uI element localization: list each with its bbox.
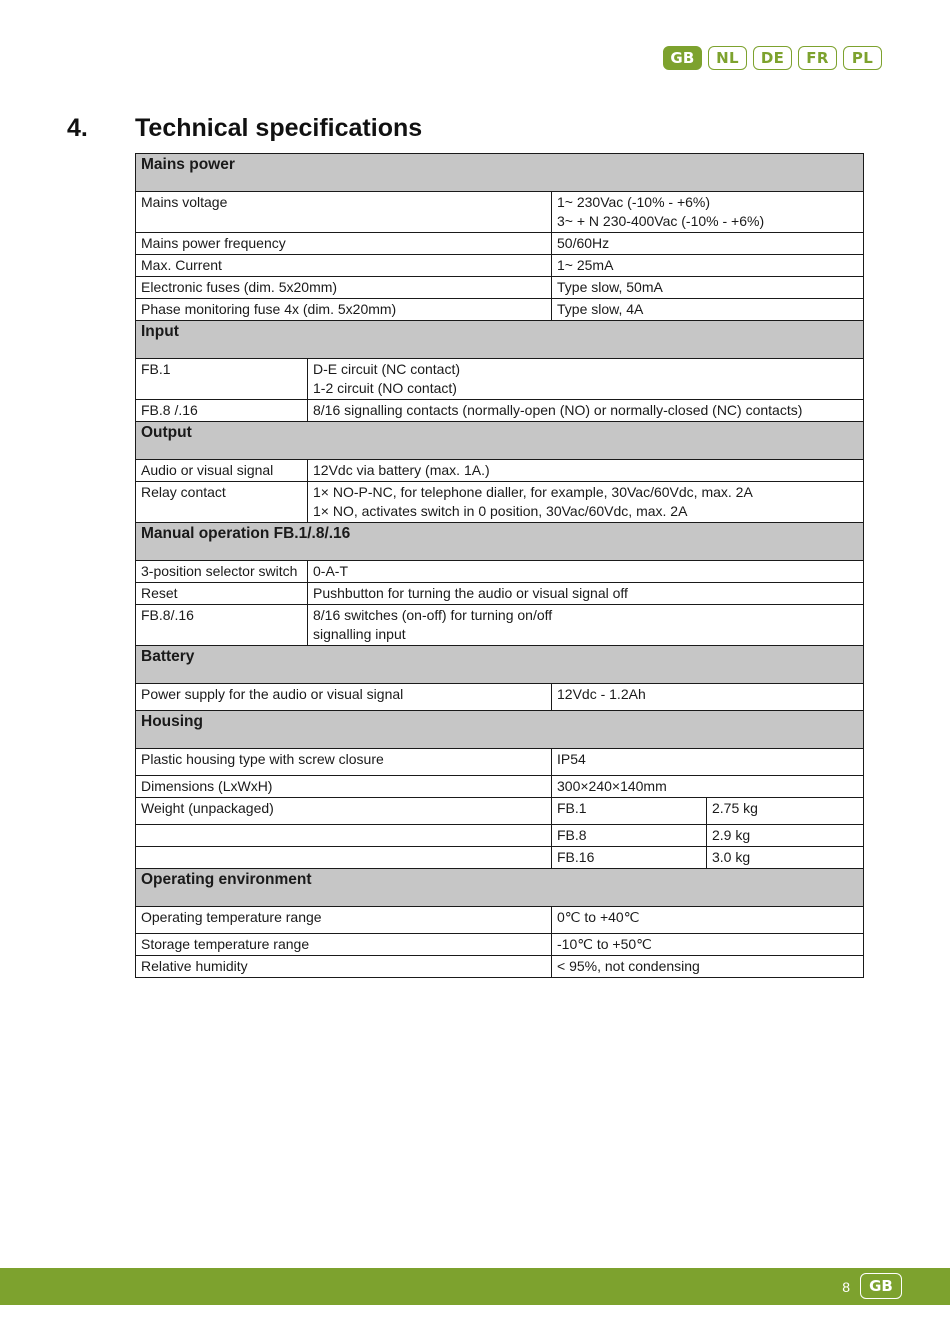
weight-model: FB.8 <box>552 825 707 847</box>
table-row <box>136 192 864 233</box>
language-selector <box>663 46 882 70</box>
table-row <box>136 847 864 869</box>
lang-tab-gb[interactable]: GB <box>663 46 702 70</box>
fuses-label: Electronic fuses (dim. 5x20mm) <box>136 277 552 299</box>
table-row <box>136 684 864 711</box>
humidity-value: < 95%, not condensing <box>552 956 864 978</box>
mains-voltage-value <box>552 192 864 233</box>
section-output: Output <box>136 422 864 460</box>
weight-value: 2.75 kg <box>707 798 864 825</box>
relay-value <box>308 482 864 523</box>
table-row <box>136 583 864 605</box>
voltage-line-2: 3~ + N 230-400Vac (-10% - +6%) <box>557 213 765 229</box>
manual-fb-value <box>308 605 864 646</box>
storage-temp-value: -10℃ to +50℃ <box>552 934 864 956</box>
section-operating-environment: Operating environment <box>136 869 864 907</box>
reset-label: Reset <box>136 583 308 605</box>
fuses-value: Type slow, 50mA <box>552 277 864 299</box>
manual-fb-label: FB.8/.16 <box>136 605 308 646</box>
table-row <box>136 277 864 299</box>
table-row <box>136 482 864 523</box>
dimensions-label: Dimensions (LxWxH) <box>136 776 552 798</box>
table-row <box>136 776 864 798</box>
table-row <box>136 233 864 255</box>
table-row <box>136 749 864 776</box>
relay-line-2: 1× NO, activates switch in 0 position, 30Vac/60Vdc, max. 2A <box>313 503 688 519</box>
battery-supply-value: 12Vdc - 1.2Ah <box>552 684 864 711</box>
section-title: Technical specifications <box>135 114 423 142</box>
voltage-line-1: 1~ 230Vac (-10% - +6%) <box>557 194 711 210</box>
section-input: Input <box>136 321 864 359</box>
table-row <box>136 400 864 422</box>
page-number: 8 <box>842 1279 850 1295</box>
weight-model: FB.1 <box>552 798 707 825</box>
audio-label: Audio or visual signal <box>136 460 308 482</box>
op-temp-label: Operating temperature range <box>136 907 552 934</box>
fb816-label: FB.8 /.16 <box>136 400 308 422</box>
fb816-value: 8/16 signalling contacts (normally-open (NO) or normally-closed (NC) contacts) <box>308 400 864 422</box>
section-manual-operation: Manual operation FB.1/.8/.16 <box>136 523 864 561</box>
freq-label: Mains power frequency <box>136 233 552 255</box>
dimensions-value: 300×240×140mm <box>552 776 864 798</box>
mains-voltage-label: Mains voltage <box>136 192 552 233</box>
table-row <box>136 561 864 583</box>
phase-label: Phase monitoring fuse 4x (dim. 5x20mm) <box>136 299 552 321</box>
lang-tab-fr[interactable]: FR <box>798 46 837 70</box>
table-row <box>136 605 864 646</box>
selector-label: 3-position selector switch <box>136 561 308 583</box>
battery-supply-label: Power supply for the audio or visual signal <box>136 684 552 711</box>
fb1-line-1: D-E circuit (NC contact) <box>313 361 461 377</box>
table-row <box>136 255 864 277</box>
spec-table <box>135 153 864 978</box>
table-row <box>136 934 864 956</box>
audio-value: 12Vdc via battery (max. 1A.) <box>308 460 864 482</box>
weight-empty-cell <box>136 847 552 869</box>
lang-tab-de[interactable]: DE <box>753 46 792 70</box>
weight-model: FB.16 <box>552 847 707 869</box>
relay-line-1: 1× NO-P-NC, for telephone dialler, for example, 30Vac/60Vdc, max. 2A <box>313 484 753 500</box>
storage-temp-label: Storage temperature range <box>136 934 552 956</box>
weight-empty-cell <box>136 825 552 847</box>
humidity-label: Relative humidity <box>136 956 552 978</box>
freq-value: 50/60Hz <box>552 233 864 255</box>
table-row <box>136 299 864 321</box>
section-battery: Battery <box>136 646 864 684</box>
section-mains-power: Mains power <box>136 154 864 192</box>
footer-bar <box>0 1268 950 1305</box>
lang-tab-pl[interactable]: PL <box>843 46 882 70</box>
fb1-line-2: 1-2 circuit (NO contact) <box>313 380 457 396</box>
op-temp-value: 0℃ to +40℃ <box>552 907 864 934</box>
fb1-value <box>308 359 864 400</box>
table-row <box>136 907 864 934</box>
relay-label: Relay contact <box>136 482 308 523</box>
footer-language-badge: GB <box>860 1273 902 1299</box>
plastic-label: Plastic housing type with screw closure <box>136 749 552 776</box>
fb1-label: FB.1 <box>136 359 308 400</box>
section-housing: Housing <box>136 711 864 749</box>
plastic-value: IP54 <box>552 749 864 776</box>
table-row <box>136 359 864 400</box>
weight-label: Weight (unpackaged) <box>136 798 552 825</box>
table-row <box>136 956 864 978</box>
manual-fb-line-1: 8/16 switches (on-off) for turning on/off <box>313 607 553 623</box>
selector-value: 0-A-T <box>308 561 864 583</box>
lang-tab-nl[interactable]: NL <box>708 46 747 70</box>
current-value: 1~ 25mA <box>552 255 864 277</box>
table-row <box>136 798 864 825</box>
page-title <box>67 114 422 143</box>
weight-value: 3.0 kg <box>707 847 864 869</box>
table-row <box>136 460 864 482</box>
current-label: Max. Current <box>136 255 552 277</box>
table-row <box>136 825 864 847</box>
weight-value: 2.9 kg <box>707 825 864 847</box>
phase-value: Type slow, 4A <box>552 299 864 321</box>
reset-value: Pushbutton for turning the audio or visual signal off <box>308 583 864 605</box>
section-number: 4. <box>67 114 88 142</box>
manual-fb-line-2: signalling input <box>313 626 406 642</box>
